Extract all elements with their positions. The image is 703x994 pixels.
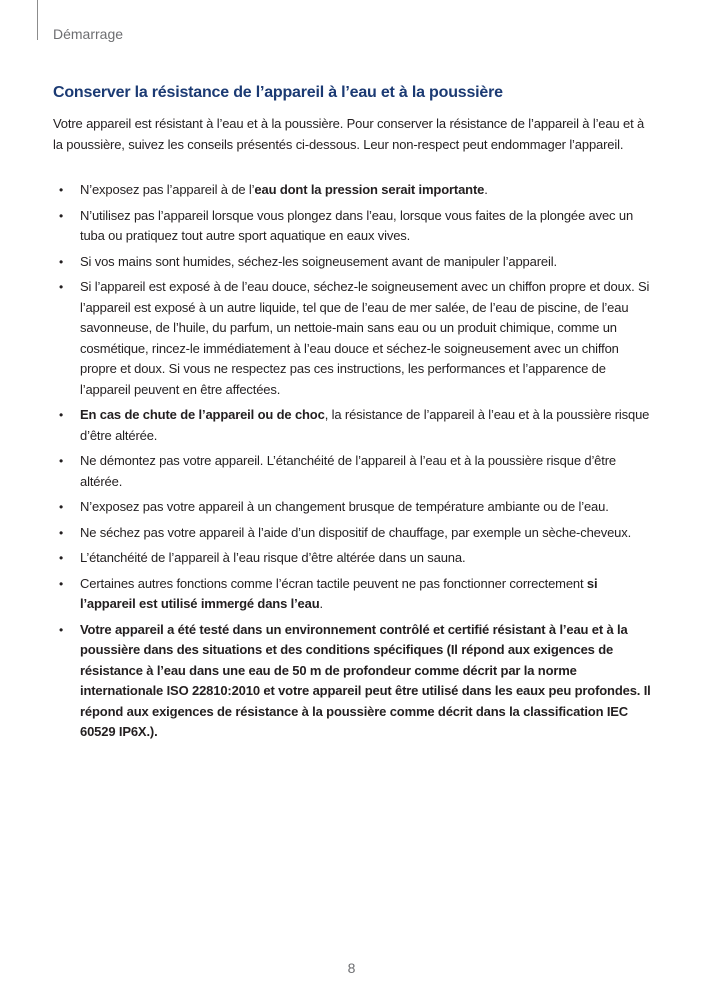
list-item <box>53 620 653 743</box>
list-item-text: L’étanchéité de l’appareil à l’eau risque d’être altérée dans un sauna. <box>80 550 466 565</box>
bold-text: eau dont la pression serait importante <box>254 182 485 197</box>
list-item-text: , la résistance de l’appareil à l’eau et à la poussière risque d’être altérée. <box>80 407 650 443</box>
list-item <box>53 180 653 201</box>
list-item <box>53 206 653 247</box>
list-item <box>53 523 653 544</box>
list-item-text: Certaines autres fonctions comme l’écran tactile peuvent ne pas fonctionner correctement <box>80 575 587 591</box>
margin-rule <box>37 0 38 40</box>
list-item-text: . <box>319 596 323 611</box>
section-header: Démarrage <box>53 26 124 42</box>
bullet-dot: • <box>59 622 64 637</box>
bold-text: En cas de chute de l’appareil ou de choc <box>80 407 325 422</box>
bullet-dot: • <box>59 280 64 294</box>
list-item <box>53 497 653 518</box>
page-number: 8 <box>347 960 356 976</box>
list-item-text: Ne séchez pas votre appareil à l’aide d’un dispositif de chauffage, par exemple un sèche-cheveux. <box>80 524 632 540</box>
bullet-dot: • <box>59 500 64 514</box>
list-item-text: N’exposez pas l’appareil à de l’ <box>80 182 255 197</box>
bullet-dot: • <box>59 408 64 422</box>
list-item <box>53 451 653 492</box>
intro-paragraph: Votre appareil est résistant à l’eau et à la poussière. Pour conserver la résistance de l’appareil à l’eau et à la poussière, suivez les conseils présentés ci-dessous. Leur non-respect peut endommager l’appareil. <box>53 116 645 152</box>
list-item-text: . <box>484 182 488 197</box>
list-item <box>53 252 653 273</box>
list-item <box>53 548 653 569</box>
bullet-dot: • <box>59 454 64 468</box>
bullet-dot: • <box>59 576 64 591</box>
list-item-text: Si vos mains sont humides, séchez-les soigneusement avant de manipuler l’appareil. <box>80 253 557 269</box>
bullet-dot: • <box>59 183 64 197</box>
page-title: Conserver la résistance de l’appareil à l’eau et à la poussière <box>53 84 503 101</box>
list-item-text: N’utilisez pas l’appareil lorsque vous plongez dans l’eau, lorsque vous faites de la plongée avec un tuba ou pratiquez tout autre sport aquatique en eaux vives. <box>80 207 634 243</box>
bullet-dot: • <box>59 525 64 540</box>
bullet-dot: • <box>59 208 64 223</box>
precautions-list <box>53 180 653 748</box>
bold-text: Votre appareil a été testé dans un environnement contrôlé et certifié résistant à l’eau et à la poussière dans des situations et des conditions spécifiques (Il répond aux exigences de résistance à l’eau dans une eau de 50 m de profondeur comme décrit par la norme internationale ISO 22810:2010 et votre appareil peut être utilisé dans les eaux peu profondes. Il répond aux exigences de résistance à la poussière comme décrit dans la classification IEC 60529 IP6X.). <box>80 621 651 739</box>
bullet-dot: • <box>59 551 64 565</box>
bold-text: si l’appareil est utilisé immergé dans l’eau <box>80 575 598 611</box>
list-item <box>53 405 653 446</box>
list-item <box>53 277 653 400</box>
list-item <box>53 574 653 615</box>
bullet-dot: • <box>59 254 64 269</box>
list-item-text: N’exposez pas votre appareil à un changement brusque de température ambiante ou de l’eau. <box>80 499 609 514</box>
list-item-text: Ne démontez pas votre appareil. L’étanchéité de l’appareil à l’eau et à la poussière risque d’être altérée. <box>80 453 616 489</box>
list-item-text: Si l’appareil est exposé à de l’eau douce, séchez-le soigneusement avec un chiffon propre et doux. Si l’appareil est exposé à un autre liquide, tel que de l’eau de mer salée, de l’eau de piscine, de l’eau savonneuse, de l’huile, du parfum, un nettoie-main sans eau ou un produit chimique, comme un cosmétique, rincez-le immédiatement à l’eau douce et séchez-le soigneusement avec un chiffon propre et doux. Si vous ne respectez pas ces instructions, les performances et l’apparence de l’appareil peuvent en être affectées. <box>80 279 650 397</box>
